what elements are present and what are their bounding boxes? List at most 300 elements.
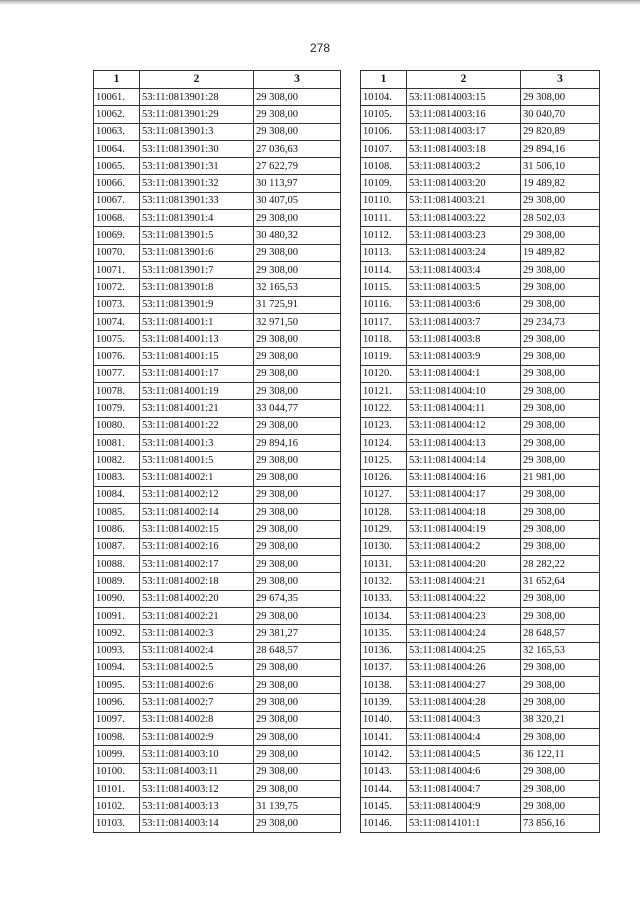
cadastral-number: 53:11:0814004:25 (407, 642, 521, 659)
table-row (94, 417, 341, 434)
row-number: 10080. (94, 417, 140, 434)
row-number: 10146. (361, 815, 407, 832)
cadastral-value: 29 308,00 (254, 331, 341, 348)
cadastral-value: 29 674,35 (254, 590, 341, 607)
table-row (361, 365, 600, 382)
row-number: 10102. (94, 798, 140, 815)
table-row (361, 313, 600, 330)
row-number: 10115. (361, 279, 407, 296)
cadastral-value: 29 308,00 (254, 538, 341, 555)
cadastral-value: 19 489,82 (521, 175, 600, 192)
table-row (94, 780, 341, 797)
row-number: 10076. (94, 348, 140, 365)
cadastral-number: 53:11:0814003:9 (407, 348, 521, 365)
cadastral-value: 31 652,64 (521, 573, 600, 590)
table-header-row (94, 71, 341, 89)
cadastral-value: 33 044,77 (254, 400, 341, 417)
cadastral-value: 73 856,16 (521, 815, 600, 832)
row-number: 10062. (94, 106, 140, 123)
row-number: 10077. (94, 365, 140, 382)
table-row (94, 798, 341, 815)
row-number: 10085. (94, 504, 140, 521)
cadastral-number: 53:11:0814002:7 (140, 694, 254, 711)
table-row (361, 452, 600, 469)
row-number: 10124. (361, 434, 407, 451)
cadastral-number: 53:11:0814002:6 (140, 677, 254, 694)
table-row (94, 434, 341, 451)
cadastral-value: 32 971,50 (254, 313, 341, 330)
cadastral-number: 53:11:0814003:21 (407, 192, 521, 209)
cadastral-number: 53:11:0813901:4 (140, 210, 254, 227)
table-row (361, 296, 600, 313)
cadastral-number: 53:11:0814002:21 (140, 607, 254, 624)
cadastral-value: 29 308,00 (521, 798, 600, 815)
cadastral-number: 53:11:0814003:14 (140, 815, 254, 832)
table-row (361, 106, 600, 123)
table-row (94, 175, 341, 192)
cadastral-number: 53:11:0814004:7 (407, 780, 521, 797)
cadastral-number: 53:11:0813901:32 (140, 175, 254, 192)
cadastral-number: 53:11:0814101:1 (407, 815, 521, 832)
header-col-3: 3 (521, 71, 600, 89)
header-col-1: 1 (361, 71, 407, 89)
cadastral-value: 29 308,00 (521, 607, 600, 624)
row-number: 10135. (361, 625, 407, 642)
row-number: 10105. (361, 106, 407, 123)
row-number: 10134. (361, 607, 407, 624)
cadastral-number: 53:11:0814003:12 (140, 780, 254, 797)
row-number: 10117. (361, 313, 407, 330)
row-number: 10139. (361, 694, 407, 711)
row-number: 10145. (361, 798, 407, 815)
cadastral-number: 53:11:0813901:31 (140, 158, 254, 175)
row-number: 10075. (94, 331, 140, 348)
row-number: 10109. (361, 175, 407, 192)
table-row (361, 780, 600, 797)
table-row (361, 261, 600, 278)
table-row (361, 763, 600, 780)
cadastral-number: 53:11:0814002:18 (140, 573, 254, 590)
cadastral-value: 29 308,00 (521, 279, 600, 296)
table-row (361, 659, 600, 676)
row-number: 10064. (94, 140, 140, 157)
cadastral-value: 29 308,00 (254, 556, 341, 573)
cadastral-number: 53:11:0813901:29 (140, 106, 254, 123)
row-number: 10119. (361, 348, 407, 365)
table-row (94, 331, 341, 348)
row-number: 10140. (361, 711, 407, 728)
table-row (94, 89, 341, 106)
table-row (94, 590, 341, 607)
cadastral-number: 53:11:0814002:20 (140, 590, 254, 607)
row-number: 10133. (361, 590, 407, 607)
cadastral-number: 53:11:0814002:8 (140, 711, 254, 728)
cadastral-number: 53:11:0814002:1 (140, 469, 254, 486)
cadastral-number: 53:11:0814004:2 (407, 538, 521, 555)
table-row (94, 521, 341, 538)
cadastral-number: 53:11:0814003:15 (407, 89, 521, 106)
cadastral-number: 53:11:0814004:5 (407, 746, 521, 763)
row-number: 10083. (94, 469, 140, 486)
cadastral-value: 29 308,00 (254, 365, 341, 382)
row-number: 10126. (361, 469, 407, 486)
cadastral-number: 53:11:0814004:9 (407, 798, 521, 815)
cadastral-number: 53:11:0814003:6 (407, 296, 521, 313)
cadastral-number: 53:11:0814003:13 (140, 798, 254, 815)
cadastral-number: 53:11:0814001:19 (140, 383, 254, 400)
row-number: 10065. (94, 158, 140, 175)
cadastral-number: 53:11:0814004:20 (407, 556, 521, 573)
cadastral-value: 32 165,53 (521, 642, 600, 659)
table-row (94, 279, 341, 296)
row-number: 10094. (94, 659, 140, 676)
cadastral-value: 29 308,00 (521, 694, 600, 711)
row-number: 10137. (361, 659, 407, 676)
row-number: 10071. (94, 261, 140, 278)
row-number: 10144. (361, 780, 407, 797)
cadastral-value: 29 308,00 (521, 192, 600, 209)
cadastral-value: 29 308,00 (254, 123, 341, 140)
table-row (361, 469, 600, 486)
row-number: 10097. (94, 711, 140, 728)
row-number: 10103. (94, 815, 140, 832)
cadastral-value: 29 308,00 (254, 694, 341, 711)
table-row (361, 210, 600, 227)
cadastral-value: 29 308,00 (521, 486, 600, 503)
cadastral-number: 53:11:0813901:8 (140, 279, 254, 296)
table-row (94, 106, 341, 123)
table-row (361, 556, 600, 573)
table-row (361, 746, 600, 763)
cadastral-value: 29 308,00 (521, 521, 600, 538)
table-row (94, 123, 341, 140)
page-number: 278 (309, 41, 331, 55)
cadastral-value: 29 308,00 (254, 780, 341, 797)
row-number: 10074. (94, 313, 140, 330)
row-number: 10111. (361, 210, 407, 227)
cadastral-value: 29 308,00 (521, 227, 600, 244)
cadastral-value: 29 308,00 (254, 677, 341, 694)
table-row (361, 815, 600, 832)
table-row (361, 158, 600, 175)
cadastral-number: 53:11:0814003:5 (407, 279, 521, 296)
table-row (361, 642, 600, 659)
row-number: 10113. (361, 244, 407, 261)
cadastral-value: 19 489,82 (521, 244, 600, 261)
table-row (94, 313, 341, 330)
table-row (94, 486, 341, 503)
row-number: 10066. (94, 175, 140, 192)
cadastral-number: 53:11:0814003:18 (407, 140, 521, 157)
cadastral-value: 30 040,70 (521, 106, 600, 123)
row-number: 10110. (361, 192, 407, 209)
cadastral-value: 29 308,00 (254, 417, 341, 434)
cadastral-value: 29 308,00 (254, 469, 341, 486)
table-header-row (361, 71, 600, 89)
row-number: 10082. (94, 452, 140, 469)
header-col-3: 3 (254, 71, 341, 89)
cadastral-number: 53:11:0814004:24 (407, 625, 521, 642)
cadastral-value: 28 502,03 (521, 210, 600, 227)
cadastral-number: 53:11:0814001:13 (140, 331, 254, 348)
row-number: 10079. (94, 400, 140, 417)
row-number: 10142. (361, 746, 407, 763)
table-row (361, 694, 600, 711)
cadastral-number: 53:11:0814004:14 (407, 452, 521, 469)
cadastral-value: 21 981,00 (521, 469, 600, 486)
cadastral-number: 53:11:0814002:9 (140, 728, 254, 745)
table-row (361, 728, 600, 745)
row-number: 10107. (361, 140, 407, 157)
cadastral-value: 29 308,00 (254, 89, 341, 106)
table-row (361, 711, 600, 728)
cadastral-value: 28 648,57 (254, 642, 341, 659)
table-row (361, 434, 600, 451)
cadastral-number: 53:11:0814003:8 (407, 331, 521, 348)
cadastral-value: 29 308,00 (254, 728, 341, 745)
cadastral-value: 29 308,00 (521, 331, 600, 348)
cadastral-value: 29 308,00 (521, 296, 600, 313)
table-row (94, 192, 341, 209)
row-number: 10141. (361, 728, 407, 745)
table-row (361, 625, 600, 642)
cadastral-number: 53:11:0814003:20 (407, 175, 521, 192)
row-number: 10069. (94, 227, 140, 244)
cadastral-value: 29 308,00 (254, 383, 341, 400)
row-number: 10143. (361, 763, 407, 780)
cadastral-number: 53:11:0814001:17 (140, 365, 254, 382)
row-number: 10114. (361, 261, 407, 278)
cadastral-value: 29 894,16 (254, 434, 341, 451)
cadastral-value: 29 308,00 (521, 763, 600, 780)
cadastral-value: 29 308,00 (521, 261, 600, 278)
cadastral-value: 29 308,00 (254, 746, 341, 763)
cadastral-number: 53:11:0814004:17 (407, 486, 521, 503)
header-col-1: 1 (94, 71, 140, 89)
cadastral-value: 29 308,00 (254, 486, 341, 503)
row-number: 10138. (361, 677, 407, 694)
cadastral-number: 53:11:0814004:18 (407, 504, 521, 521)
table-row (94, 244, 341, 261)
row-number: 10091. (94, 607, 140, 624)
row-number: 10130. (361, 538, 407, 555)
cadastral-number: 53:11:0814004:19 (407, 521, 521, 538)
table-row (94, 746, 341, 763)
cadastral-value: 29 308,00 (521, 538, 600, 555)
cadastral-number: 53:11:0814004:26 (407, 659, 521, 676)
cadastral-number: 53:11:0814001:5 (140, 452, 254, 469)
cadastral-value: 29 894,16 (521, 140, 600, 157)
cadastral-value: 29 308,00 (521, 89, 600, 106)
cadastral-number: 53:11:0814004:1 (407, 365, 521, 382)
cadastral-number: 53:11:0813901:30 (140, 140, 254, 157)
cadastral-number: 53:11:0813901:3 (140, 123, 254, 140)
row-number: 10095. (94, 677, 140, 694)
table-row (361, 486, 600, 503)
row-number: 10078. (94, 383, 140, 400)
cadastral-value: 29 308,00 (254, 763, 341, 780)
cadastral-number: 53:11:0814003:7 (407, 313, 521, 330)
cadastral-number: 53:11:0814003:2 (407, 158, 521, 175)
cadastral-value: 29 308,00 (521, 434, 600, 451)
table-row (94, 210, 341, 227)
table-row (94, 538, 341, 555)
table-row (94, 365, 341, 382)
cadastral-number: 53:11:0814002:3 (140, 625, 254, 642)
cadastral-value: 29 308,00 (521, 504, 600, 521)
cadastral-value: 29 308,00 (254, 521, 341, 538)
cadastral-number: 53:11:0814003:4 (407, 261, 521, 278)
row-number: 10136. (361, 642, 407, 659)
cadastral-value: 28 282,22 (521, 556, 600, 573)
cadastral-number: 53:11:0813901:33 (140, 192, 254, 209)
cadastral-number: 53:11:0814004:6 (407, 763, 521, 780)
table-row (94, 642, 341, 659)
cadastral-value: 29 820,89 (521, 123, 600, 140)
table-row (361, 175, 600, 192)
row-number: 10073. (94, 296, 140, 313)
table-row (361, 400, 600, 417)
table-row (361, 798, 600, 815)
table-row (94, 504, 341, 521)
table-row (361, 504, 600, 521)
cadastral-value: 29 308,00 (254, 106, 341, 123)
cadastral-value: 27 622,79 (254, 158, 341, 175)
cadastral-value: 29 308,00 (521, 677, 600, 694)
table-row (94, 677, 341, 694)
cadastral-value: 30 480,32 (254, 227, 341, 244)
cadastral-value: 29 308,00 (254, 504, 341, 521)
cadastral-number: 53:11:0814004:13 (407, 434, 521, 451)
cadastral-number: 53:11:0814004:23 (407, 607, 521, 624)
cadastral-value: 29 308,00 (254, 244, 341, 261)
cadastral-value: 29 308,00 (521, 365, 600, 382)
cadastral-number: 53:11:0814001:22 (140, 417, 254, 434)
row-number: 10090. (94, 590, 140, 607)
cadastral-number: 53:11:0814002:4 (140, 642, 254, 659)
table-row (361, 331, 600, 348)
cadastral-value: 29 308,00 (521, 417, 600, 434)
row-number: 10131. (361, 556, 407, 573)
cadastral-value: 29 308,00 (521, 659, 600, 676)
cadastral-value: 29 308,00 (254, 815, 341, 832)
row-number: 10108. (361, 158, 407, 175)
cadastral-value: 31 139,75 (254, 798, 341, 815)
cadastral-number: 53:11:0814001:15 (140, 348, 254, 365)
table-row (361, 244, 600, 261)
row-number: 10101. (94, 780, 140, 797)
table-row (94, 815, 341, 832)
row-number: 10122. (361, 400, 407, 417)
cadastral-value: 29 308,00 (254, 607, 341, 624)
table-row (94, 140, 341, 157)
cadastral-number: 53:11:0813901:28 (140, 89, 254, 106)
row-number: 10089. (94, 573, 140, 590)
table-row (361, 607, 600, 624)
row-number: 10125. (361, 452, 407, 469)
row-number: 10096. (94, 694, 140, 711)
cadastral-number: 53:11:0814004:28 (407, 694, 521, 711)
row-number: 10068. (94, 210, 140, 227)
table-row (361, 417, 600, 434)
cadastral-value: 31 725,91 (254, 296, 341, 313)
cadastral-value: 27 036,63 (254, 140, 341, 157)
row-number: 10106. (361, 123, 407, 140)
table-row (361, 538, 600, 555)
cadastral-value: 29 308,00 (254, 573, 341, 590)
table-row (94, 469, 341, 486)
row-number: 10092. (94, 625, 140, 642)
row-number: 10121. (361, 383, 407, 400)
table-row (94, 625, 341, 642)
row-number: 10118. (361, 331, 407, 348)
cadastral-value: 29 308,00 (521, 400, 600, 417)
row-number: 10123. (361, 417, 407, 434)
row-number: 10063. (94, 123, 140, 140)
cadastral-number: 53:11:0813901:5 (140, 227, 254, 244)
table-row (94, 261, 341, 278)
table-row (361, 348, 600, 365)
table-row (361, 123, 600, 140)
cadastral-value: 29 308,00 (521, 348, 600, 365)
cadastral-number: 53:11:0813901:6 (140, 244, 254, 261)
table-row (94, 728, 341, 745)
cadastral-number: 53:11:0814002:14 (140, 504, 254, 521)
row-number: 10116. (361, 296, 407, 313)
row-number: 10086. (94, 521, 140, 538)
table-row (94, 556, 341, 573)
row-number: 10098. (94, 728, 140, 745)
table-row (361, 192, 600, 209)
cadastral-number: 53:11:0814004:16 (407, 469, 521, 486)
table-row (361, 227, 600, 244)
cadastral-value: 29 308,00 (521, 383, 600, 400)
table-row (94, 452, 341, 469)
row-number: 10093. (94, 642, 140, 659)
row-number: 10088. (94, 556, 140, 573)
cadastral-value: 36 122,11 (521, 746, 600, 763)
cadastral-number: 53:11:0813901:9 (140, 296, 254, 313)
table-row (94, 383, 341, 400)
cadastral-value: 29 308,00 (254, 348, 341, 365)
cadastral-value: 29 234,73 (521, 313, 600, 330)
row-number: 10070. (94, 244, 140, 261)
cadastral-number: 53:11:0814004:27 (407, 677, 521, 694)
table-row (94, 711, 341, 728)
cadastral-number: 53:11:0814003:23 (407, 227, 521, 244)
row-number: 10072. (94, 279, 140, 296)
header-col-2: 2 (140, 71, 254, 89)
row-number: 10127. (361, 486, 407, 503)
cadastral-value: 32 165,53 (254, 279, 341, 296)
row-number: 10112. (361, 227, 407, 244)
table-row (361, 140, 600, 157)
cadastral-number: 53:11:0814001:1 (140, 313, 254, 330)
cadastral-value: 29 308,00 (521, 728, 600, 745)
cadastral-number: 53:11:0814003:10 (140, 746, 254, 763)
cadastral-number: 53:11:0814003:17 (407, 123, 521, 140)
cadastral-number: 53:11:0814001:21 (140, 400, 254, 417)
cadastral-number: 53:11:0814002:17 (140, 556, 254, 573)
row-number: 10129. (361, 521, 407, 538)
cadastral-value: 29 381,27 (254, 625, 341, 642)
table-row (94, 296, 341, 313)
cadastral-value: 30 407,05 (254, 192, 341, 209)
header-col-2: 2 (407, 71, 521, 89)
table-row (94, 227, 341, 244)
cadastral-number: 53:11:0814004:21 (407, 573, 521, 590)
row-number: 10128. (361, 504, 407, 521)
